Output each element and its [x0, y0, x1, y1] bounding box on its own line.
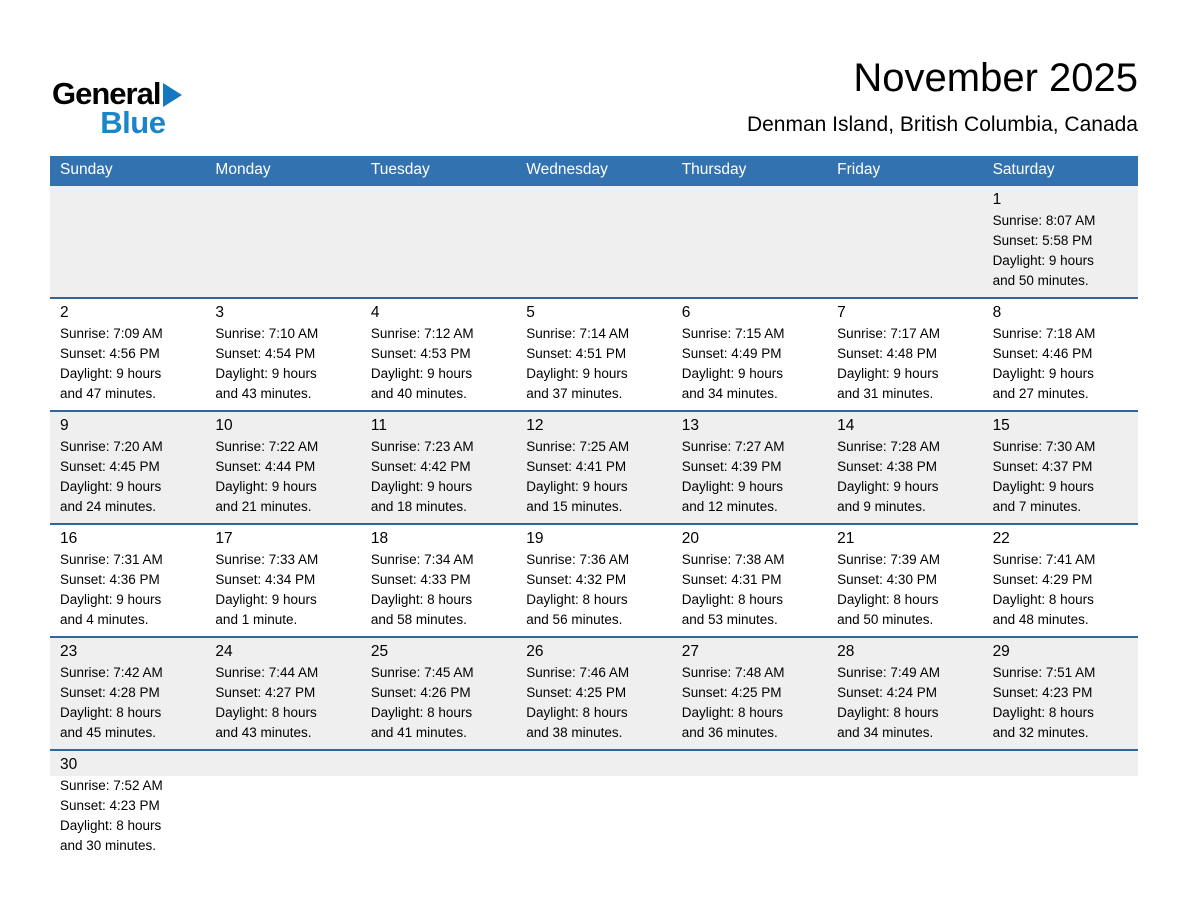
sunset-text: Sunset: 4:29 PM [992, 572, 1093, 587]
week-row-1 [50, 186, 1138, 297]
empty-day-cell [516, 186, 671, 297]
day-cell-23 [50, 638, 205, 749]
daylight-minutes-text: and 56 minutes. [526, 612, 623, 627]
day-cell-15 [983, 412, 1138, 523]
week-row-6 [50, 749, 1138, 873]
sunset-text: Sunset: 4:54 PM [215, 346, 316, 361]
sunrise-text: Sunrise: 7:31 AM [60, 552, 163, 567]
day-number: 23 [60, 643, 78, 660]
daylight-minutes-text: and 40 minutes. [370, 386, 467, 401]
day-cell-20 [672, 525, 827, 636]
sunset-text: Sunset: 4:23 PM [992, 685, 1093, 700]
day-number: 28 [837, 643, 855, 660]
day-number: 30 [60, 756, 78, 773]
sunset-text: Sunset: 4:31 PM [681, 572, 782, 587]
daylight-hours-text: Daylight: 8 hours [370, 592, 473, 607]
sunrise-text: Sunrise: 7:22 AM [215, 439, 319, 454]
sunrise-text: Sunrise: 7:25 AM [526, 439, 630, 454]
day-number: 24 [215, 643, 233, 660]
day-cell-29 [983, 638, 1138, 749]
daylight-hours-text: Daylight: 8 hours [215, 705, 317, 720]
sunrise-text: Sunrise: 7:20 AM [60, 439, 163, 454]
sunrise-text: Sunrise: 7:39 AM [837, 552, 940, 567]
sunrise-text: Sunrise: 7:27 AM [681, 439, 785, 454]
sunset-text: Sunset: 4:45 PM [60, 459, 160, 474]
day-number: 11 [370, 417, 387, 434]
location-subtitle: Denman Island, British Columbia, Canada [746, 113, 1138, 136]
weekday-tuesday: Tuesday [370, 161, 430, 178]
sunrise-text: Sunrise: 7:28 AM [837, 439, 940, 454]
day-number: 3 [215, 304, 225, 321]
daylight-hours-text: Daylight: 9 hours [526, 479, 628, 494]
day-number: 4 [370, 304, 380, 321]
sunset-text: Sunset: 4:25 PM [681, 685, 782, 700]
daylight-minutes-text: and 53 minutes. [681, 612, 778, 627]
sunset-text: Sunset: 4:32 PM [526, 572, 627, 587]
daylight-hours-text: Daylight: 9 hours [526, 366, 628, 381]
daylight-minutes-text: and 45 minutes. [60, 725, 157, 740]
sunrise-text: Sunrise: 7:34 AM [370, 552, 474, 567]
day-number: 9 [60, 417, 69, 434]
daylight-minutes-text: and 7 minutes. [992, 499, 1082, 514]
weekday-saturday: Saturday [992, 161, 1055, 178]
day-number: 22 [992, 530, 1010, 547]
sunset-text: Sunset: 4:49 PM [681, 346, 782, 361]
sunrise-text: Sunrise: 7:46 AM [526, 665, 630, 680]
day-number: 29 [992, 643, 1010, 660]
daylight-hours-text: Daylight: 8 hours [60, 705, 162, 720]
logo-text-general: General [52, 76, 161, 111]
sunrise-text: Sunrise: 7:45 AM [370, 665, 474, 680]
day-cell-1 [983, 186, 1138, 297]
sunrise-text: Sunrise: 7:10 AM [215, 326, 319, 341]
sunset-text: Sunset: 4:25 PM [526, 685, 627, 700]
day-cell-13 [672, 412, 827, 523]
day-number: 13 [681, 417, 699, 434]
weekday-sunday: Sunday [60, 161, 113, 178]
sunset-text: Sunset: 4:23 PM [60, 798, 160, 813]
daylight-hours-text: Daylight: 8 hours [370, 705, 473, 720]
sunset-text: Sunset: 4:42 PM [370, 459, 471, 474]
day-number: 8 [992, 304, 1002, 321]
daylight-hours-text: Daylight: 8 hours [681, 592, 784, 607]
month-title: November 2025 [853, 56, 1138, 100]
day-number: 19 [526, 530, 544, 547]
sunrise-text: Sunrise: 7:09 AM [60, 326, 163, 341]
sunset-text: Sunset: 4:33 PM [370, 572, 471, 587]
empty-day-cell [983, 751, 1138, 873]
empty-day-cell [672, 751, 827, 873]
daylight-minutes-text: and 12 minutes. [681, 499, 778, 514]
sunrise-text: Sunrise: 7:23 AM [370, 439, 474, 454]
empty-day-cell [516, 751, 671, 873]
day-cell-18 [361, 525, 516, 636]
daylight-minutes-text: and 38 minutes. [526, 725, 623, 740]
daylight-hours-text: Daylight: 8 hours [837, 592, 939, 607]
sunrise-text: Sunrise: 7:15 AM [681, 326, 785, 341]
sunrise-text: Sunrise: 7:48 AM [681, 665, 785, 680]
sunrise-text: Sunrise: 7:12 AM [370, 326, 474, 341]
daylight-minutes-text: and 34 minutes. [837, 725, 934, 740]
sunset-text: Sunset: 4:30 PM [837, 572, 937, 587]
daylight-hours-text: Daylight: 8 hours [526, 592, 628, 607]
sunset-text: Sunset: 4:28 PM [60, 685, 160, 700]
daylight-hours-text: Daylight: 8 hours [992, 705, 1094, 720]
sunset-text: Sunset: 4:41 PM [526, 459, 627, 474]
day-cell-21 [827, 525, 982, 636]
daylight-hours-text: Daylight: 9 hours [837, 366, 939, 381]
sunrise-text: Sunrise: 7:41 AM [992, 552, 1096, 567]
daylight-minutes-text: and 41 minutes. [370, 725, 467, 740]
logo-triangle-icon [163, 83, 182, 107]
day-number: 7 [837, 304, 846, 321]
daylight-minutes-text: and 43 minutes. [215, 725, 312, 740]
day-cell-8 [983, 299, 1138, 410]
day-number: 12 [526, 417, 544, 434]
day-cell-19 [516, 525, 671, 636]
day-cell-25 [361, 638, 516, 749]
daylight-hours-text: Daylight: 8 hours [837, 705, 939, 720]
day-cell-28 [827, 638, 982, 749]
day-cell-17 [205, 525, 360, 636]
day-cell-30 [50, 751, 205, 873]
sunset-text: Sunset: 4:34 PM [215, 572, 316, 587]
day-cell-22 [983, 525, 1138, 636]
day-cell-24 [205, 638, 360, 749]
sunrise-text: Sunrise: 7:38 AM [681, 552, 785, 567]
sunrise-text: Sunrise: 7:52 AM [60, 778, 163, 793]
daylight-hours-text: Daylight: 9 hours [837, 479, 939, 494]
sunrise-text: Sunrise: 7:42 AM [60, 665, 163, 680]
empty-day-cell [205, 751, 360, 873]
daylight-minutes-text: and 31 minutes. [837, 386, 934, 401]
daylight-hours-text: Daylight: 9 hours [681, 479, 784, 494]
sunset-text: Sunset: 4:48 PM [837, 346, 937, 361]
sunrise-text: Sunrise: 7:49 AM [837, 665, 940, 680]
day-cell-12 [516, 412, 671, 523]
header-area [0, 0, 1188, 141]
daylight-hours-text: Daylight: 8 hours [526, 705, 628, 720]
sunset-text: Sunset: 4:46 PM [992, 346, 1093, 361]
sunrise-text: Sunrise: 7:14 AM [526, 326, 630, 341]
empty-day-cell [205, 186, 360, 297]
sunrise-text: Sunrise: 7:44 AM [215, 665, 319, 680]
sunset-text: Sunset: 4:53 PM [370, 346, 471, 361]
sunset-text: Sunset: 4:56 PM [60, 346, 160, 361]
day-cell-26 [516, 638, 671, 749]
daylight-minutes-text: and 48 minutes. [992, 612, 1089, 627]
week-row-4 [50, 523, 1138, 636]
sunset-text: Sunset: 5:58 PM [992, 233, 1093, 248]
day-number: 1 [992, 191, 1002, 208]
day-cell-5 [516, 299, 671, 410]
daylight-minutes-text: and 9 minutes. [837, 499, 926, 514]
day-number: 16 [60, 530, 78, 547]
day-cell-11 [361, 412, 516, 523]
week-row-3 [50, 410, 1138, 523]
daylight-minutes-text: and 24 minutes. [60, 499, 157, 514]
empty-day-cell [672, 186, 827, 297]
daylight-hours-text: Daylight: 9 hours [215, 592, 317, 607]
day-number: 15 [992, 417, 1010, 434]
sunset-text: Sunset: 4:27 PM [215, 685, 316, 700]
empty-day-cell [827, 186, 982, 297]
day-cell-2 [50, 299, 205, 410]
day-cell-6 [672, 299, 827, 410]
sunrise-text: Sunrise: 7:18 AM [992, 326, 1096, 341]
daylight-hours-text: Daylight: 9 hours [681, 366, 784, 381]
daylight-minutes-text: and 34 minutes. [681, 386, 778, 401]
day-number: 20 [681, 530, 699, 547]
daylight-minutes-text: and 58 minutes. [370, 612, 467, 627]
daylight-minutes-text: and 50 minutes. [992, 273, 1089, 288]
daylight-hours-text: Daylight: 9 hours [992, 366, 1094, 381]
daylight-hours-text: Daylight: 8 hours [992, 592, 1094, 607]
day-number: 5 [526, 304, 535, 321]
daylight-minutes-text: and 47 minutes. [60, 386, 157, 401]
week-row-2 [50, 297, 1138, 410]
daylight-minutes-text: and 50 minutes. [837, 612, 934, 627]
sunrise-text: Sunrise: 7:51 AM [992, 665, 1096, 680]
daylight-hours-text: Daylight: 9 hours [215, 366, 317, 381]
day-number: 6 [681, 304, 691, 321]
daylight-hours-text: Daylight: 9 hours [992, 479, 1094, 494]
day-number: 21 [837, 530, 855, 547]
daylight-hours-text: Daylight: 9 hours [370, 366, 473, 381]
day-number: 25 [370, 643, 389, 660]
weekday-header-row [50, 156, 1138, 186]
sunrise-text: Sunrise: 7:17 AM [837, 326, 940, 341]
day-number: 14 [837, 417, 855, 434]
calendar [50, 156, 1138, 873]
sunrise-text: Sunrise: 7:36 AM [526, 552, 630, 567]
day-number: 17 [215, 530, 233, 547]
weekday-friday: Friday [837, 161, 881, 178]
sunset-text: Sunset: 4:24 PM [837, 685, 937, 700]
daylight-minutes-text: and 30 minutes. [60, 838, 157, 853]
logo-text-blue: Blue [100, 105, 166, 140]
day-cell-10 [205, 412, 360, 523]
sunrise-text: Sunrise: 7:33 AM [215, 552, 319, 567]
sunset-text: Sunset: 4:51 PM [526, 346, 627, 361]
day-cell-9 [50, 412, 205, 523]
sunset-text: Sunset: 4:36 PM [60, 572, 160, 587]
daylight-hours-text: Daylight: 9 hours [60, 592, 162, 607]
daylight-minutes-text: and 37 minutes. [526, 386, 623, 401]
day-cell-3 [205, 299, 360, 410]
daylight-minutes-text: and 27 minutes. [992, 386, 1089, 401]
week-row-5 [50, 636, 1138, 749]
calendar-weeks [50, 186, 1138, 873]
empty-day-cell [361, 751, 516, 873]
day-cell-16 [50, 525, 205, 636]
daylight-minutes-text: and 21 minutes. [215, 499, 312, 514]
day-cell-7 [827, 299, 982, 410]
empty-day-cell [361, 186, 516, 297]
sunset-text: Sunset: 4:44 PM [215, 459, 316, 474]
daylight-minutes-text: and 1 minute. [215, 612, 298, 627]
daylight-minutes-text: and 36 minutes. [681, 725, 778, 740]
daylight-hours-text: Daylight: 9 hours [60, 479, 162, 494]
title-block [747, 56, 1138, 137]
daylight-minutes-text: and 4 minutes. [60, 612, 149, 627]
sunset-text: Sunset: 4:37 PM [992, 459, 1093, 474]
day-cell-4 [361, 299, 516, 410]
empty-day-cell [50, 186, 205, 297]
sunset-text: Sunset: 4:38 PM [837, 459, 937, 474]
weekday-wednesday: Wednesday [526, 161, 608, 178]
daylight-hours-text: Daylight: 9 hours [60, 366, 162, 381]
sunrise-text: Sunrise: 8:07 AM [992, 213, 1096, 228]
daylight-hours-text: Daylight: 9 hours [370, 479, 473, 494]
daylight-minutes-text: and 15 minutes. [526, 499, 623, 514]
sunset-text: Sunset: 4:26 PM [370, 685, 471, 700]
daylight-hours-text: Daylight: 9 hours [992, 253, 1094, 268]
day-number: 2 [60, 304, 69, 321]
day-number: 27 [681, 643, 699, 660]
day-number: 10 [215, 417, 233, 434]
daylight-hours-text: Daylight: 8 hours [681, 705, 784, 720]
sunset-text: Sunset: 4:39 PM [681, 459, 782, 474]
weekday-thursday: Thursday [681, 161, 747, 178]
sunrise-text: Sunrise: 7:30 AM [992, 439, 1096, 454]
day-number: 26 [526, 643, 544, 660]
general-blue-logo [52, 76, 182, 141]
daylight-hours-text: Daylight: 8 hours [60, 818, 162, 833]
empty-day-cell [827, 751, 982, 873]
daylight-hours-text: Daylight: 9 hours [215, 479, 317, 494]
weekday-monday: Monday [215, 161, 271, 178]
day-cell-27 [672, 638, 827, 749]
daylight-minutes-text: and 43 minutes. [215, 386, 312, 401]
daylight-minutes-text: and 18 minutes. [370, 499, 467, 514]
daylight-minutes-text: and 32 minutes. [992, 725, 1089, 740]
day-cell-14 [827, 412, 982, 523]
day-number: 18 [370, 530, 389, 547]
